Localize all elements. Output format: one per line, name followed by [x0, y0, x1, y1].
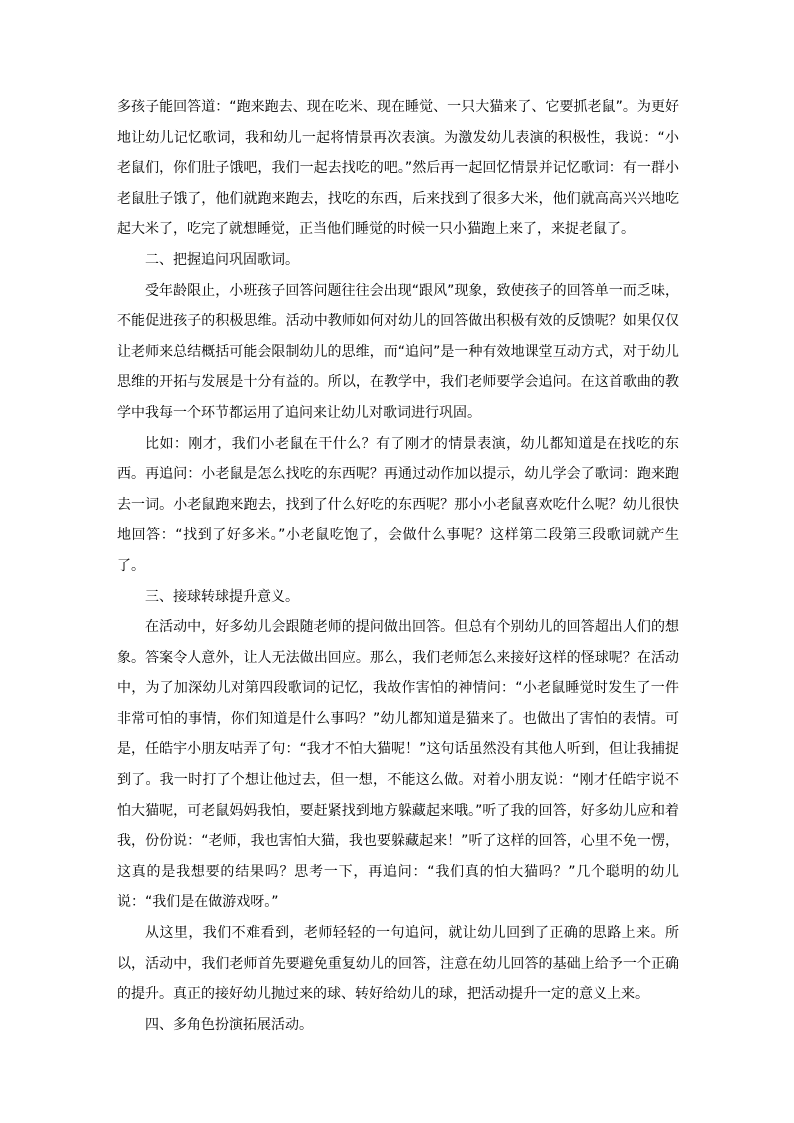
document-page — [117, 92, 679, 1040]
paragraph: 受年龄限止，小班孩子回答问题往往会出现“跟风”现象，致使孩子的回答单一而乏味，不能促进孩子的积极思维。活动中教师如何对幼儿的回答做出积极有效的反馈呢？如果仅仅让老师来总结概括可能会限制幼儿的思维，而“追问”是一种有效地课堂互动方式，对于幼儿思维的开拓与发展是十分有益的。所以，在教学中，我们老师要学会追问。在这首歌曲的教学中我每一个环节都运用了追问来让幼儿对歌词进行巩固。 — [117, 282, 679, 421]
paragraph-continued: 多孩子能回答道：“跑来跑去、现在吃米、现在睡觉、一只大猫来了、它要抓老鼠”。为更好地让幼儿记忆歌词，我和幼儿一起将情景再次表演。为激发幼儿表演的积极性，我说：“小老鼠们，你们肚子饿吧，我们一起去找吃的吧。”然后再一起回忆情景并记忆歌词：有一群小老鼠肚子饿了，他们就跑来跑去，找吃的东西，后来找到了很多大米，他们就高高兴兴地吃起大米了，吃完了就想睡觉，正当他们睡觉的时候一只小猫跑上来了，来捉老鼠了。 — [117, 99, 679, 238]
section-heading-4: 四、多角色扮演拓展活动。 — [145, 1016, 313, 1033]
paragraph: 在活动中，好多幼儿会跟随老师的提问做出回答。但总有个别幼儿的回答超出人们的想象。答案令人意外，让人无法做出回应。那么，我们老师怎么来接好这样的怪球呢？在活动中，为了加深幼儿对第四段歌词的记忆，我故作害怕的神情问：“小老鼠睡觉时发生了一件非常可怕的事情，你们知道是什么事吗？”幼儿都知道是猫来了。也做出了害怕的表情。可是，任皓宇小朋友咕弄了句：“我才不怕大猫呢！”这句话虽然没有其他人听到，但让我捕捉到了。我一时打了个想让他过去，但一想，不能这么做。对着小朋友说：“刚才任皓宇说不怕大猫呢，可老鼠妈妈我怕，要赶紧找到地方躲藏起来哦。”听了我的回答，好多幼儿应和着我，份份说：“老师，我也害怕大猫，我也要躲藏起来！”听了这样的回答，心里不免一愣，这真的是我想要的结果吗？思考一下，再追问：“我们真的怕大猫吗？”几个聪明的幼儿说：“我们是在做游戏呀。” — [117, 619, 679, 911]
paragraph: 比如：刚才，我们小老鼠在干什么？有了刚才的情景表演，幼儿都知道是在找吃的东西。再追问：小老鼠是怎么找吃的东西呢？再通过动作加以提示，幼儿学会了歌词：跑来跑去一词。小老鼠跑来跑去，找到了什么好吃的东西呢？那小小老鼠喜欢吃什么呢？幼儿很快地回答：“找到了好多米。”小老鼠吃饱了，会做什么事呢？这样第二段第三段歌词就产生了。 — [117, 435, 679, 574]
section-heading-2: 二、把握追问巩固歌词。 — [145, 251, 299, 268]
paragraph: 从这里，我们不难看到，老师轻轻的一句追问，就让幼儿回到了正确的思路上来。所以，活动中，我们老师首先要避免重复幼儿的回答，注意在幼儿回答的基础上给予一个正确的提升。真正的接好幼儿抛过来的球、转好给幼儿的球，把活动提升一定的意义上来。 — [117, 925, 679, 1003]
section-heading-3: 三、接球转球提升意义。 — [145, 588, 299, 605]
